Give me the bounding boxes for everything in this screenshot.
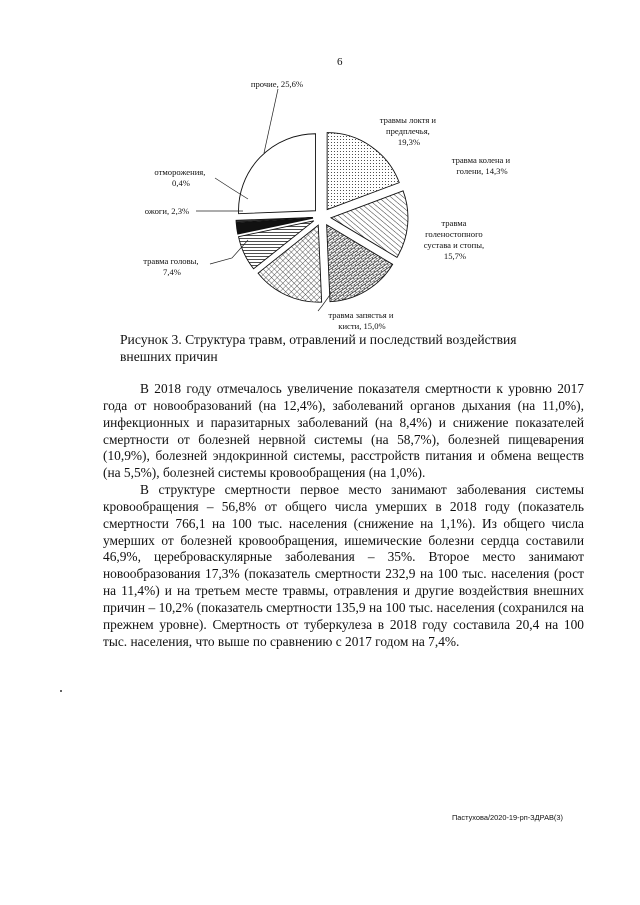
leader-line — [264, 89, 278, 153]
slice-label: ожоги, 2,3% — [144, 206, 190, 216]
caption-line: внешних причин — [120, 349, 218, 364]
pie-chart — [0, 0, 640, 340]
slice-label: травмы локтя и предплечья, 19,3% — [379, 115, 437, 147]
slice-label: травма запястья и кисти, 15,0% — [328, 310, 394, 331]
slice-label: прочие, 25,6% — [250, 79, 304, 89]
slice-label: травма головы, 7,4% — [143, 256, 199, 277]
caption-line: Рисунок 3. Структура травм, отравлений и последствий воздействия — [120, 332, 517, 347]
pie-slice-7 — [239, 134, 316, 214]
slice-label: травма колена и голени, 14,3% — [451, 155, 511, 176]
pie-slices — [236, 133, 408, 303]
figure-caption — [120, 331, 560, 365]
stray-mark — [60, 690, 62, 692]
body-text — [103, 381, 584, 651]
paragraph: В структуре смертности первое место занимают заболевания системы кровообращения – 56,8% от общего числа умерших в 2018 году (показатель смертности 766,1 на 100 тыс. населения (снижение на 1,1%). Из общего числа умерших от болезней кровообращения, ишемические болезни сердца составили 46,9%, цереброваскулярные заболевания – 35%. Второе место занимают новообразования 17,3% (показатель смертности 232,9 на 100 тыс. населения (рост на 11,4%) и на третьем месте травмы, отравления и другие воздействия внешних причин – 10,2% (показатель смертности 135,9 на 100 тыс. населения (сохранился на прежнем уровне). Смертность от туберкулеза в 2018 году составила 20,4 на 100 тыс. населения, что выше по сравнению с 2017 годом на 7,4%. — [103, 482, 584, 649]
slice-label: травма голеностопного сустава и стопы, 15,7% — [423, 218, 485, 261]
slice-label: отморожения, 0,4% — [154, 167, 206, 188]
paragraph: В 2018 году отмечалось увеличение показателя смертности к уровню 2017 года от новообразований (на 12,4%), заболеваний органов дыхания (на 11,0%), инфекционных и паразитарных заболеваний (на 8,4%) и снижение показателей смертности от болезней нервной системы (на 58,7%), болезней пищеварения (10,9%), болезней эндокринной системы, расстройств питания и обмена веществ (на 5,5%), болезней системы кровообращения (на 1,0%). — [103, 381, 584, 481]
page-number: 6 — [337, 56, 343, 68]
footer-code: Пастухова/2020-19-рп-ЗДРАВ(3) — [452, 813, 563, 822]
